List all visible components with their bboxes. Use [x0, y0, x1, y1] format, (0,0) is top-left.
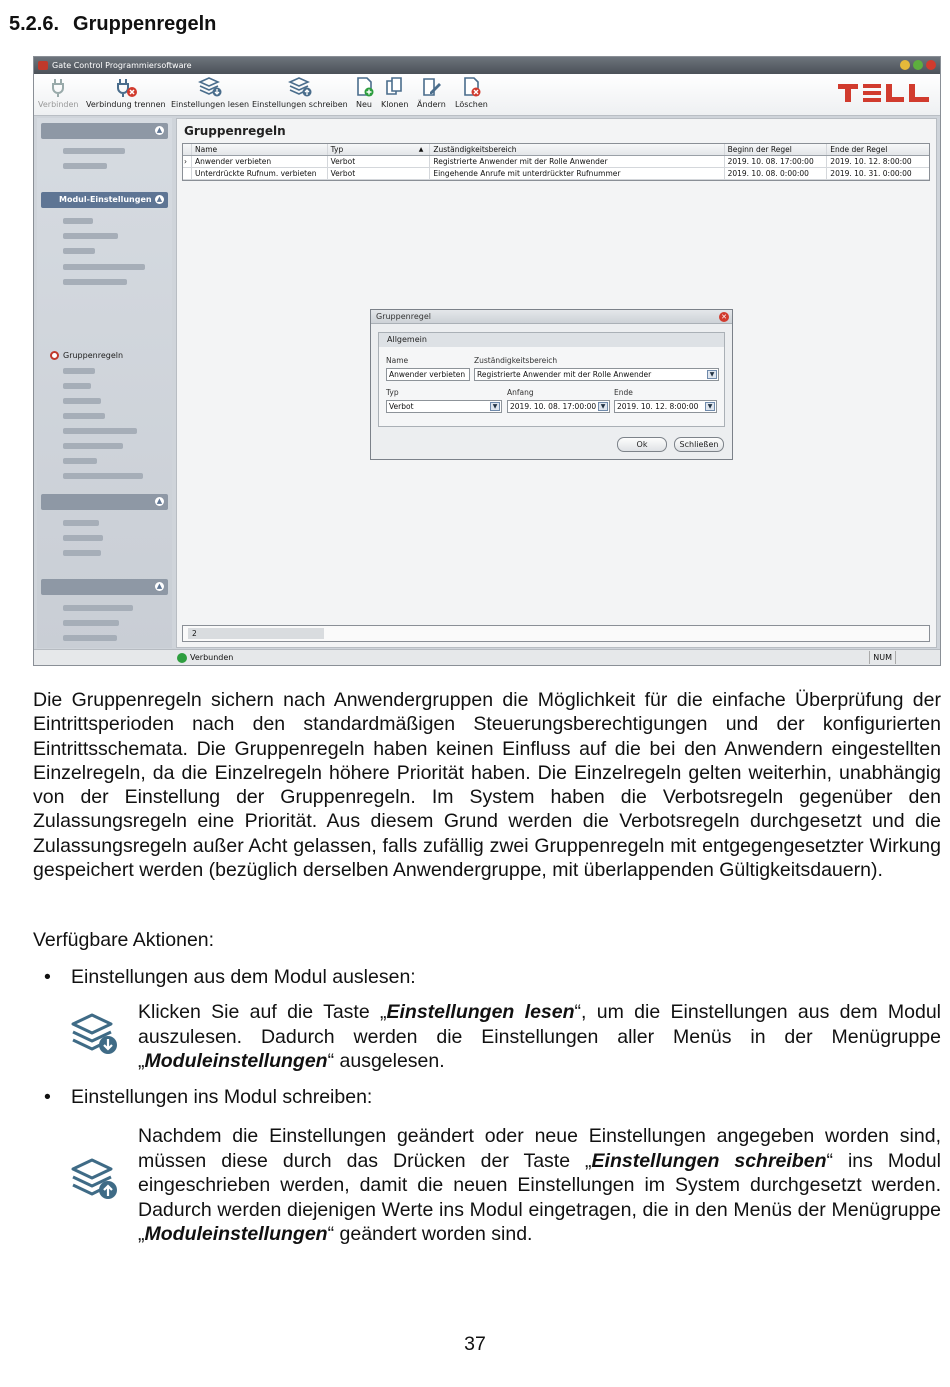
- scope-label: Zuständigkeitsbereich: [474, 356, 558, 365]
- name-field[interactable]: Anwender verbieten: [386, 368, 470, 381]
- grid-header-row: [183, 144, 929, 156]
- action-read-title: Einstellungen aus dem Modul auslesen:: [71, 966, 416, 988]
- type-label: Typ: [386, 388, 399, 397]
- group-rule-dialog: [370, 309, 733, 460]
- app-icon: [38, 61, 48, 70]
- end-label: Ende: [614, 388, 633, 397]
- chevron-down-icon: ▼: [707, 370, 717, 379]
- section-heading: [9, 13, 216, 36]
- sidebar-item-blurred[interactable]: [63, 635, 117, 641]
- sidebar-item-blurred[interactable]: [63, 163, 107, 169]
- table-row[interactable]: Unterdrückte Rufnum. verbieten Verbot Eingehende Anrufe mit unterdrückter Rufnummer 2019. 10. 08. 0:00:00 2019. 10. 31. 0:00:00: [183, 168, 929, 180]
- chevron-down-icon: ▼: [705, 402, 715, 411]
- disconnect-button[interactable]: Verbindung trennen: [86, 76, 166, 109]
- sidebar-item-blurred[interactable]: [63, 383, 91, 389]
- content-title: Gruppenregeln: [184, 124, 286, 138]
- group-title: Allgemein: [379, 333, 724, 347]
- chevron-down-icon: ▼: [490, 402, 500, 411]
- toolbar: [34, 74, 940, 116]
- general-group: [378, 332, 725, 427]
- actions-title: Verfügbare Aktionen:: [33, 929, 215, 951]
- sidebar-item-blurred[interactable]: [63, 279, 127, 285]
- sidebar-item-blurred[interactable]: [63, 264, 145, 270]
- sidebar-item-blurred[interactable]: [63, 443, 123, 449]
- brand-logo: [838, 82, 934, 104]
- sidebar-group-blurred-1[interactable]: ▲: [41, 123, 168, 139]
- sidebar-item-blurred[interactable]: [63, 233, 118, 239]
- column-header-end[interactable]: Ende der Regel: [830, 145, 888, 154]
- rules-grid: [182, 143, 930, 181]
- action-write-title: Einstellungen ins Modul schreiben:: [71, 1086, 373, 1108]
- sidebar-item-blurred[interactable]: [63, 458, 97, 464]
- action-write-description: Nachdem die Einstellungen geändert oder neue Einstellungen angegeben worden sind, müssen diese durch das Drücken der Taste „Einstellungen schreiben“ ins Modul eingeschrieben werden, damit die neuen Einstellungen im System durchgesetzt werden. Dadurch werden diejenigen Werte ins Modul eingetragen, die in den Menüs der Menügruppe „Moduleinstellungen“ geändert worden sind.: [138, 1125, 941, 1245]
- delete-button[interactable]: Löschen: [455, 76, 488, 109]
- action-read-description: Klicken Sie auf die Taste „Einstellungen lesen“, um die Einstellungen aus dem Modul auszulesen. Dadurch werden die Einstellungen aller Menüs in der Menügruppe „Moduleinstellungen“ ausgelesen.: [138, 1001, 941, 1072]
- row-pointer-icon: ›: [183, 156, 192, 167]
- edit-icon: [419, 76, 443, 98]
- close-button[interactable]: Schließen: [674, 437, 724, 452]
- radio-selected-icon: [50, 351, 59, 360]
- minimize-icon[interactable]: [900, 60, 910, 70]
- write-settings-icon: [288, 76, 312, 98]
- maximize-icon[interactable]: [913, 60, 923, 70]
- page-number: 37: [464, 1333, 486, 1355]
- column-header-start[interactable]: Beginn der Regel: [725, 144, 828, 155]
- column-header-scope[interactable]: Zuständigkeitsbereich: [430, 144, 724, 155]
- sidebar-item-blurred[interactable]: [63, 605, 133, 611]
- disconnect-icon: [114, 76, 138, 98]
- dialog-title: Gruppenregel: [371, 310, 732, 324]
- close-window-icon[interactable]: [926, 60, 936, 70]
- table-row[interactable]: › Anwender verbieten Verbot Registrierte Anwender mit der Rolle Anwender 2019. 10. 08. 17:00:00 2019. 10. 12. 8:00:00: [183, 156, 929, 168]
- sidebar-item-blurred[interactable]: [63, 398, 101, 404]
- read-settings-icon: [68, 1010, 122, 1060]
- clone-button[interactable]: Klonen: [381, 76, 408, 109]
- status-bar: [34, 649, 940, 665]
- window-titlebar: [34, 57, 940, 74]
- new-icon: [352, 76, 376, 98]
- type-select[interactable]: Verbot ▼: [386, 400, 502, 413]
- write-settings-icon: [68, 1155, 122, 1205]
- section-title: Gruppenregeln: [73, 13, 217, 35]
- edit-button[interactable]: Ändern: [417, 76, 446, 109]
- num-lock-indicator: NUM: [869, 651, 896, 664]
- read-settings-icon: [198, 76, 222, 98]
- status-text: Verbunden: [190, 653, 234, 662]
- sidebar-item-blurred[interactable]: [63, 148, 125, 154]
- name-label: Name: [386, 356, 409, 365]
- connected-icon: [177, 653, 187, 663]
- scope-select[interactable]: Registrierte Anwender mit der Rolle Anwender ▼: [474, 368, 719, 381]
- start-label: Anfang: [507, 388, 534, 397]
- window-title: Gate Control Programmiersoftware: [52, 61, 192, 70]
- sort-asc-icon: ▲: [418, 146, 424, 153]
- sidebar-item-blurred[interactable]: [63, 520, 99, 526]
- close-icon[interactable]: ✕: [719, 312, 729, 322]
- start-date-picker[interactable]: 2019. 10. 08. 17:00:00 ▼: [507, 400, 610, 413]
- sidebar-item-blurred[interactable]: [63, 550, 101, 556]
- pager: [182, 625, 930, 642]
- sidebar-group-module-settings[interactable]: Modul-Einstellungen ▲: [41, 192, 168, 208]
- sidebar-item-blurred[interactable]: [63, 473, 143, 479]
- ok-button[interactable]: Ok: [617, 437, 667, 452]
- chevron-down-icon: ▼: [598, 402, 608, 411]
- sidebar-item-gruppenregeln[interactable]: Gruppenregeln: [50, 351, 123, 360]
- write-settings-button[interactable]: Einstellungen schreiben: [252, 76, 348, 109]
- new-button[interactable]: Neu: [352, 76, 376, 109]
- sidebar-item-blurred[interactable]: [63, 413, 105, 419]
- section-number: 5.2.6.: [9, 13, 60, 35]
- plug-icon: [46, 76, 70, 98]
- sidebar-group-blurred-3[interactable]: ▲: [41, 579, 168, 595]
- column-header-type[interactable]: Typ ▲: [328, 144, 431, 155]
- column-header-name[interactable]: Name: [192, 144, 328, 155]
- sidebar-item-blurred[interactable]: [63, 620, 119, 626]
- window-controls: [900, 60, 936, 70]
- delete-icon: [459, 76, 483, 98]
- sidebar-item-blurred[interactable]: [63, 368, 95, 374]
- read-settings-button[interactable]: Einstellungen lesen: [171, 76, 249, 109]
- sidebar-item-blurred[interactable]: [63, 428, 137, 434]
- main-content: [176, 118, 937, 648]
- sidebar: [37, 118, 172, 648]
- sidebar-group-blurred-2[interactable]: ▲: [41, 494, 168, 510]
- connect-button[interactable]: Verbinden: [38, 76, 79, 109]
- description-paragraph: Die Gruppenregeln sichern nach Anwendergruppen die Möglichkeit für die einfache Überprüfung der Eintrittsperioden nach den standardmäßigen Steuerungsberechtigungen und der konfigurierten Eintrittsschemata. Die Gruppenregeln haben keinen Einfluss auf die bei den Anwendern eingestellten Einzelregeln, da die Einzelregeln höhere Priorität haben. Die Einzelregeln gelten weiterhin, unabhängig von der Einstellung der Gruppenregeln. Im System haben die Verbotsregeln gegenüber den Zulassungsregeln eine Priorität. Aus diesem Grund werden die Verbotsregeln durchgesetzt und die Zulassungsregeln außer Acht gelassen, falls zufällig zwei Gruppenregeln mit entgegengesetzter Wirkung gespeichert werden (bezüglich derselben Anwendergruppe, mit überlappenden Gültigkeitsdauern).: [33, 689, 941, 882]
- app-screenshot: [33, 56, 941, 666]
- bullet-icon: •: [44, 1086, 51, 1108]
- end-date-picker[interactable]: 2019. 10. 12. 8:00:00 ▼: [614, 400, 717, 413]
- sidebar-item-blurred[interactable]: [63, 535, 103, 541]
- bullet-icon: •: [44, 966, 51, 988]
- sidebar-item-blurred[interactable]: [63, 248, 95, 254]
- clone-icon: [383, 76, 407, 98]
- sidebar-item-blurred[interactable]: [63, 218, 93, 224]
- record-count: 2: [188, 628, 324, 639]
